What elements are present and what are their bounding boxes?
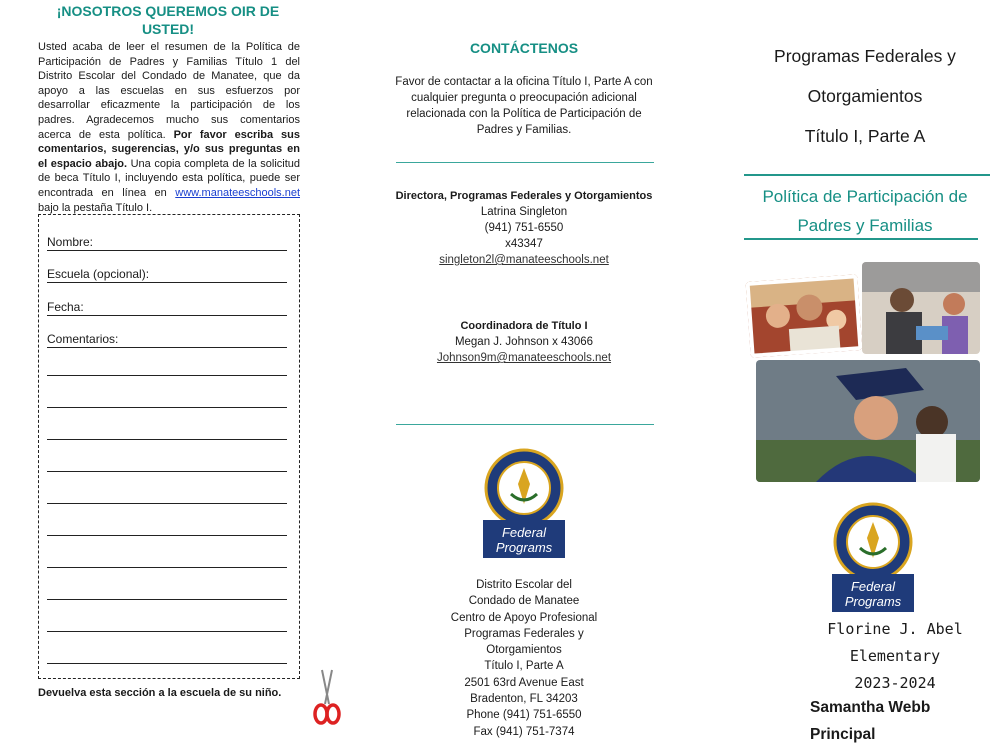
address-block: Distrito Escolar del Condado de Manatee Centro de Apoyo Profesional Programas Federales y Otorgamientos Título I, Parte A 2501 63rd Avenue East Bradenton, FL 34203 Phone (941) 751-6550 Fax (941) 751-7374 [450, 579, 598, 738]
feedback-form [38, 214, 300, 679]
title-bar [744, 174, 990, 176]
coordinator-email-link[interactable]: Johnson9m@manateeschools.net [436, 352, 612, 364]
comment-line[interactable] [47, 471, 287, 472]
logo-line2: Programs [495, 540, 553, 555]
cover-title: Programas Federales y Otorgamientos Título I, Parte A [774, 46, 956, 146]
federal-programs-logo-cover [830, 502, 916, 614]
school-field[interactable]: Escuela (opcional): [47, 267, 287, 283]
logo-line1: Federal [850, 579, 896, 594]
scissors-icon [312, 668, 342, 728]
coordinator-contact: Coordinadora de Título I Megan J. Johnson x 43066 Johnson9m@manateeschools.net [390, 318, 658, 366]
family-photo [745, 274, 862, 358]
logo-line2: Programs [844, 594, 902, 609]
director-email-link[interactable]: singleton2l@manateeschools.net [439, 254, 609, 266]
comment-line[interactable] [47, 439, 287, 440]
comment-line[interactable] [47, 407, 287, 408]
comment-line[interactable] [47, 535, 287, 536]
comment-line[interactable] [47, 631, 287, 632]
comments-field[interactable]: Comentarios: [47, 332, 287, 348]
contact-panel [390, 0, 658, 745]
comment-line[interactable] [47, 567, 287, 568]
return-note: Devuelva esta sección a la escuela de su niño. [38, 687, 282, 699]
feedback-panel [30, 0, 306, 745]
manateeschools-link[interactable]: www.manateeschools.net [175, 186, 300, 199]
date-field[interactable]: Fecha: [47, 300, 287, 316]
feedback-heading: ¡NOSOTROS QUEREMOS OIR DE USTED! [56, 3, 280, 37]
cover-panel [740, 0, 990, 745]
comment-line[interactable] [47, 375, 287, 376]
school-info: Florine J. Abel Elementary 2023-2024 [827, 620, 963, 692]
contact-title: CONTÁCTENOS [469, 40, 579, 56]
name-field[interactable]: Nombre: [47, 235, 287, 251]
feedback-intro: Usted acaba de leer el resumen de la Política de Participación de Padres y Familias Título 1 del Distrito Escolar del Condado de Manatee, que da apoyo a las escuelas en sus esfuerzos por desarrollar eficazmente la participación de los padres. Agradecemos mucho sus comentarios acerca de esta política. Por favor escriba sus comentarios, sugerencias, y/o sus preguntas en el espacio abajo. Una copia completa de la solicitud de beca Título I, incluyendo esta política, puede ser encontrada en línea en www.manateeschools.net bajo la pestaña Título I. [38, 41, 301, 214]
comment-line[interactable] [47, 663, 287, 664]
divider [396, 424, 654, 425]
contact-body: Favor de contactar a la oficina Título I, Parte A con cualquier pregunta o preocupación adicional relacionada con la Política de Participación de Padres y Familias. [395, 76, 653, 136]
graduation-photo [756, 360, 980, 482]
principal-info: Samantha Webb Principal [810, 699, 931, 743]
federal-programs-logo [481, 448, 567, 560]
director-contact: Directora, Programas Federales y Otorgamientos Latrina Singleton (941) 751-6550 x43347 singleton2l@manateeschools.net [390, 188, 658, 268]
logo-line1: Federal [501, 525, 547, 540]
classroom-photo [862, 262, 980, 354]
subtitle-bar [744, 238, 978, 240]
divider [396, 162, 654, 163]
comment-line[interactable] [47, 599, 287, 600]
comment-line[interactable] [47, 503, 287, 504]
cover-subtitle: Política de Participación de Padres y Familias [762, 187, 968, 235]
